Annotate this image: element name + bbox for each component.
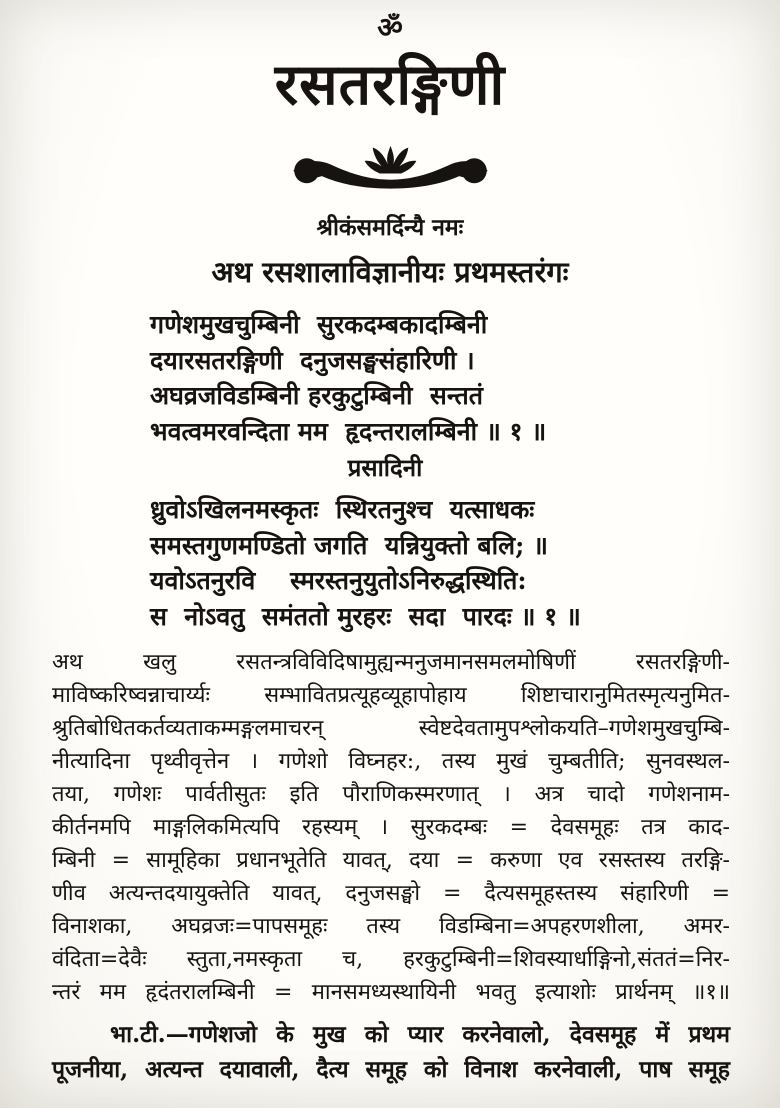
- verse-caption: प्रसादिनी: [347, 453, 423, 483]
- verse-line: ध्रुवोऽखिलनमस्कृतः स्थिरतनुश्च यत्साधकः: [150, 495, 535, 525]
- commentary-line: श्रुतिबोधितकर्तव्यताकम्मङ्गलमाचरन् स्वेष्टदेवतामुपश्लोकयति–गणेशमुखचुम्बि-: [52, 716, 730, 742]
- commentary-line: वंदिता=देवैः स्तुता,नमस्कृता च, हरकुटुम्बिनी=शिवस्यार्धाङ्गिनो,संततं=निर-: [52, 947, 730, 973]
- translation-line: पूजनीया, अत्यन्त दयावाली, दैत्य समूह को विनाश करनेवाली, पाष समूह: [52, 1056, 730, 1084]
- invocation-line: श्रीकंसमर्दिन्यै नमः: [316, 214, 464, 242]
- page-title: रसतरङ्गिणी: [274, 51, 506, 118]
- commentary-line: अथ खलु रसतन्त्रविविदिषामुह्यन्मनुजमानसमलमोषिणीं रसतरङ्गिणी-: [52, 650, 730, 676]
- om-symbol: ॐ: [377, 11, 403, 44]
- verse-line: दयारसतरङ्गिणी दनुजसङ्घसंहारिणी ।: [150, 345, 475, 375]
- hindi-translation: [52, 1017, 730, 1087]
- chapter-heading: अथ रसशालाविज्ञानीयः प्रथमस्तरंगः: [211, 255, 569, 290]
- verse-line: यवोऽतनुरवि स्मरस्तनुयुतोऽनिरुद्धस्थिति:: [150, 566, 527, 596]
- verse-line: भवत्वमरवन्दिता मम हृदन्तरालम्बिनी ॥ १ ॥: [150, 416, 547, 446]
- sanskrit-verse-2: [150, 492, 740, 634]
- commentary-line: माविष्करिष्वन्नाचार्य्यः सम्भावितप्रत्यूहव्यूहापोहाय शिष्टाचारानुमितस्मृत्यनुमित-: [52, 683, 730, 709]
- commentary-line: म्बिनी = सामूहिका प्रधानभूतेति यावत्, दया = करुणा एव रसस्तस्य तरङ्गि-: [52, 848, 730, 874]
- verse-line: स नोऽवतु समंततो मुरहरः सदा पारदः ॥ १ ॥: [150, 601, 581, 631]
- sanskrit-verse-1: [150, 307, 740, 449]
- translation-line: भा.टी.—गणेशजो के मुख को प्यार करनेवालो, देवसमूह में प्रथम: [110, 1021, 730, 1049]
- verse-line: समस्तगुणमण्डितो जगति यन्नियुक्तो बलि; ॥: [150, 530, 548, 560]
- sanskrit-commentary: [52, 646, 730, 1009]
- commentary-line: न्तरं मम हृदंतरालम्बिनी = मानसमध्यस्थायिनी भवतु इत्याशोः प्रार्थनम् ॥१॥: [52, 980, 730, 1006]
- commentary-line: विनाशका, अघव्रजः=पापसमूहः तस्य विडम्बिना=अपहरणशीला, अमर-: [52, 914, 730, 940]
- verse-line: गणेशमुखचुम्बिनी सुरकदम्बकादम्बिनी: [150, 310, 488, 340]
- commentary-line: कीर्तनमपि माङ्गलिकमित्यपि रहस्यम् । सुरकदम्बः = देवसमूहः तत्र काद-: [52, 815, 730, 841]
- commentary-line: तया, गणेशः पार्वतीसुतः इति पौराणिकस्मरणात् । अत्र चादो गणेशनाम-: [52, 782, 730, 808]
- verse-line: अघव्रजविडम्बिनी हरकुटुम्बिनी सन्ततं: [150, 381, 484, 411]
- commentary-line: नीत्यादिना पृथ्वीवृत्तेन । गणेशो विघ्नहर:, तस्य मुखं चुम्बतीति; सुनवस्थल-: [52, 749, 730, 775]
- fleuron-icon: [288, 144, 493, 194]
- fleuron-ornament: [0, 144, 780, 194]
- commentary-line: णीव अत्यन्तदयायुक्तेति यावत्, दनुजसङ्घो = दैत्यसमूहस्तस्य संहारिणी =: [52, 881, 730, 907]
